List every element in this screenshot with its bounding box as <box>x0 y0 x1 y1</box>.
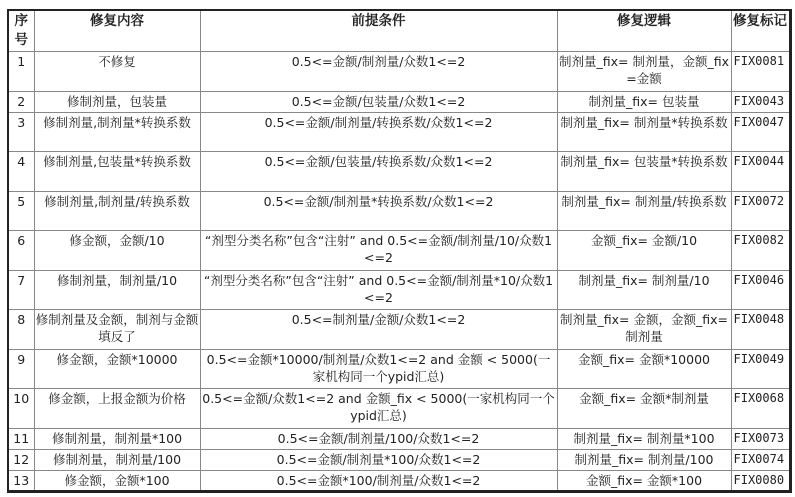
cell-no: 11 <box>8 428 34 449</box>
cell-logic: 制剂量_fix= 包装量*转换系数 <box>557 152 731 192</box>
table-row <box>8 349 790 389</box>
cell-content: 修金额，金额*100 <box>34 470 200 491</box>
table-row <box>8 470 790 491</box>
table-row <box>8 310 790 350</box>
cell-logic: 制剂量_fix= 包装量 <box>557 91 731 112</box>
fix-rules-table <box>7 9 792 493</box>
table-row <box>8 112 790 152</box>
table-row <box>8 449 790 470</box>
cell-condition: 0.5<=制剂量/金额/众数1<=2 <box>200 310 557 350</box>
cell-mark: FIX0082 <box>731 231 790 271</box>
cell-condition: 0.5<=金额/包装量/转换系数/众数1<=2 <box>200 152 557 192</box>
header-content: 修复内容 <box>34 10 200 52</box>
cell-logic: 制剂量_fix= 制剂量/10 <box>557 270 731 310</box>
cell-logic: 制剂量_fix= 制剂量，金额_fix=金额 <box>557 52 731 92</box>
cell-no: 10 <box>8 389 34 429</box>
cell-condition: 0.5<=金额/制剂量*转换系数/众数1<=2 <box>200 191 557 231</box>
cell-content: 修金额，上报金额为价格 <box>34 389 200 429</box>
cell-logic: 金额_fix= 金额/10 <box>557 231 731 271</box>
cell-no: 9 <box>8 349 34 389</box>
cell-content: 修制剂量，制剂量/10 <box>34 270 200 310</box>
header-row <box>8 10 790 52</box>
cell-no: 12 <box>8 449 34 470</box>
cell-no: 8 <box>8 310 34 350</box>
cell-no: 13 <box>8 470 34 491</box>
cell-content: 修制剂量,包装量*转换系数 <box>34 152 200 192</box>
cell-no: 6 <box>8 231 34 271</box>
table-row <box>8 152 790 192</box>
table-row <box>8 191 790 231</box>
cell-condition: 0.5<=金额*100/制剂量/众数1<=2 <box>200 470 557 491</box>
cell-condition: 0.5<=金额/众数1<=2 and 金额_fix < 5000(一家机构同一个ypid汇总) <box>200 389 557 429</box>
cell-no: 3 <box>8 112 34 152</box>
cell-mark: FIX0049 <box>731 349 790 389</box>
header-mark: 修复标记 <box>731 10 790 52</box>
cell-logic: 金额_fix= 金额*10000 <box>557 349 731 389</box>
cell-condition: 0.5<=金额/制剂量*100/众数1<=2 <box>200 449 557 470</box>
cell-logic: 制剂量_fix= 制剂量/100 <box>557 449 731 470</box>
cell-mark: FIX0073 <box>731 428 790 449</box>
cell-condition: 0.5<=金额/制剂量/100/众数1<=2 <box>200 428 557 449</box>
cell-mark: FIX0072 <box>731 191 790 231</box>
cell-logic: 制剂量_fix= 金额，金额_fix=制剂量 <box>557 310 731 350</box>
cell-condition: “剂型分类名称”包含“注射” and 0.5<=金额/制剂量*10/众数1<=2 <box>200 270 557 310</box>
cell-logic: 制剂量_fix= 制剂量*100 <box>557 428 731 449</box>
cell-logic: 制剂量_fix= 制剂量/转换系数 <box>557 191 731 231</box>
cell-content: 修制剂量，包装量 <box>34 91 200 112</box>
cell-mark: FIX0044 <box>731 152 790 192</box>
cell-mark: FIX0048 <box>731 310 790 350</box>
table-row <box>8 52 790 92</box>
cell-condition: 0.5<=金额/制剂量/转换系数/众数1<=2 <box>200 112 557 152</box>
cell-content: 修制剂量,制剂量*转换系数 <box>34 112 200 152</box>
cell-logic: 金额_fix= 金额*制剂量 <box>557 389 731 429</box>
cell-condition: 0.5<=金额/制剂量/众数1<=2 <box>200 52 557 92</box>
cell-condition: 0.5<=金额*10000/制剂量/众数1<=2 and 金额 < 5000(一家机构同一个ypid汇总) <box>200 349 557 389</box>
cell-condition: 0.5<=金额/包装量/众数1<=2 <box>200 91 557 112</box>
cell-condition: “剂型分类名称”包含“注射” and 0.5<=金额/制剂量/10/众数1<=2 <box>200 231 557 271</box>
cell-content: 修金额，金额*10000 <box>34 349 200 389</box>
cell-no: 7 <box>8 270 34 310</box>
cell-mark: FIX0043 <box>731 91 790 112</box>
cell-content: 不修复 <box>34 52 200 92</box>
table-row <box>8 231 790 271</box>
cell-content: 修制剂量及金额，制剂与金额填反了 <box>34 310 200 350</box>
header-no: 序号 <box>8 10 34 52</box>
cell-mark: FIX0046 <box>731 270 790 310</box>
cell-content: 修制剂量，制剂量/100 <box>34 449 200 470</box>
cell-mark: FIX0068 <box>731 389 790 429</box>
cell-mark: FIX0080 <box>731 470 790 491</box>
cell-no: 2 <box>8 91 34 112</box>
header-logic: 修复逻辑 <box>557 10 731 52</box>
cell-content: 修制剂量,制剂量/转换系数 <box>34 191 200 231</box>
cell-no: 1 <box>8 52 34 92</box>
cell-no: 4 <box>8 152 34 192</box>
table-row <box>8 91 790 112</box>
cell-logic: 制剂量_fix= 制剂量*转换系数 <box>557 112 731 152</box>
table-row <box>8 428 790 449</box>
cell-mark: FIX0047 <box>731 112 790 152</box>
cell-content: 修制剂量，制剂量*100 <box>34 428 200 449</box>
table-row <box>8 389 790 429</box>
cell-logic: 金额_fix= 金额*100 <box>557 470 731 491</box>
cell-mark: FIX0074 <box>731 449 790 470</box>
cell-content: 修金额，金额/10 <box>34 231 200 271</box>
table-row <box>8 270 790 310</box>
cell-mark: FIX0081 <box>731 52 790 92</box>
header-condition: 前提条件 <box>200 10 557 52</box>
cell-no: 5 <box>8 191 34 231</box>
